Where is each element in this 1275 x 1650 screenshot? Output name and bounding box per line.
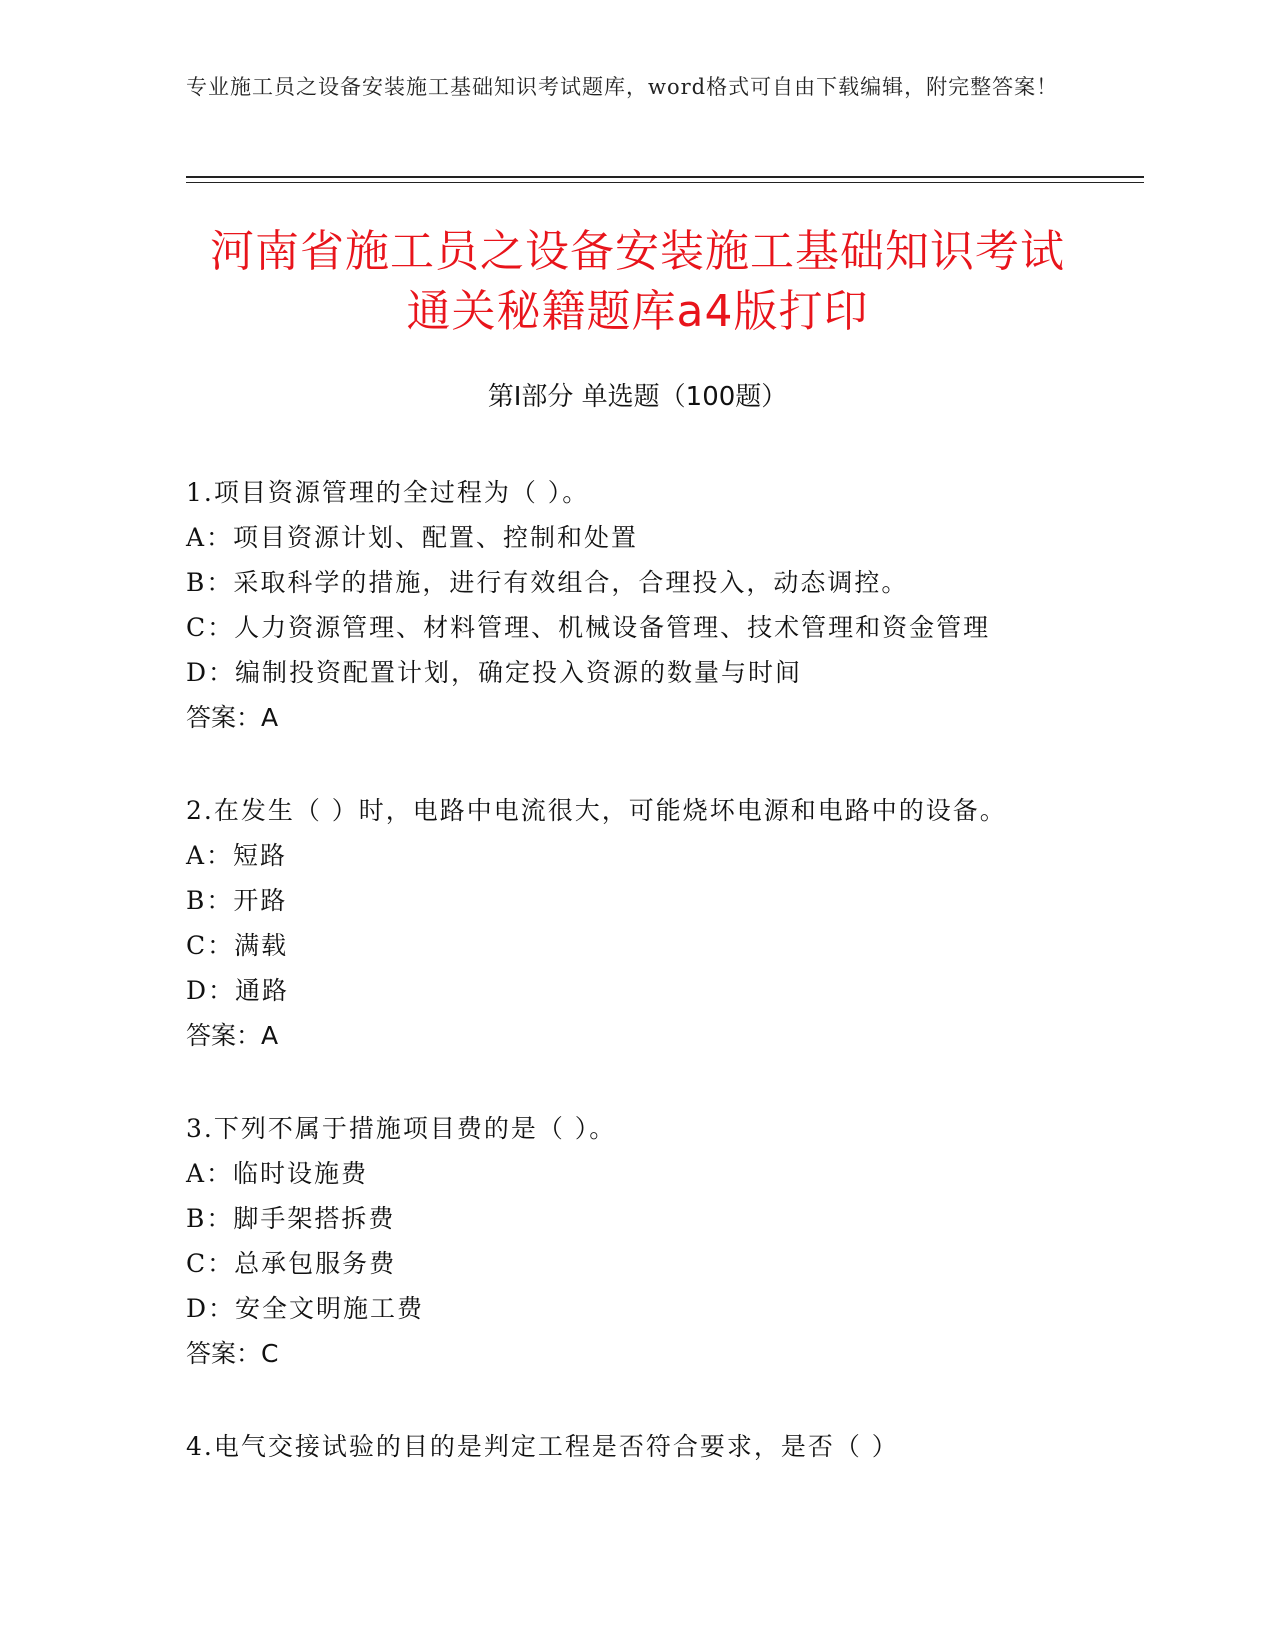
header-note: 专业施工员之设备安装施工基础知识考试题库，word格式可自由下载编辑，附完整答案！ bbox=[186, 75, 1059, 99]
answer: 答案：A bbox=[186, 703, 279, 732]
header-rule-thick bbox=[186, 176, 1144, 178]
question-stem: 3.下列不属于措施项目费的是（ ）。 bbox=[186, 1114, 617, 1143]
option-b: B：采取科学的措施，进行有效组合，合理投入，动态调控。 bbox=[186, 568, 909, 597]
option-c: C：总承包服务费 bbox=[186, 1249, 397, 1278]
option-b: B：开路 bbox=[186, 886, 288, 915]
document-title-line-1: 河南省施工员之设备安装施工基础知识考试 bbox=[210, 226, 1065, 277]
question-list bbox=[186, 470, 1126, 1517]
document-title bbox=[150, 222, 1125, 342]
question-2 bbox=[186, 788, 1126, 1058]
question-3 bbox=[186, 1106, 1126, 1376]
option-a: A：项目资源计划、配置、控制和处置 bbox=[186, 523, 639, 552]
option-a: A：短路 bbox=[186, 841, 288, 870]
answer: 答案：C bbox=[186, 1339, 279, 1368]
option-d: D：通路 bbox=[186, 976, 290, 1005]
option-c: C：人力资源管理、材料管理、机械设备管理、技术管理和资金管理 bbox=[186, 613, 991, 642]
option-c: C：满载 bbox=[186, 931, 289, 960]
answer: 答案：A bbox=[186, 1021, 279, 1050]
option-b: B：脚手架搭拆费 bbox=[186, 1204, 396, 1233]
option-d: D：编制投资配置计划，确定投入资源的数量与时间 bbox=[186, 658, 803, 687]
question-4 bbox=[186, 1424, 1126, 1469]
question-stem: 4.电气交接试验的目的是判定工程是否符合要求，是否（ ） bbox=[186, 1432, 899, 1461]
option-a: A：临时设施费 bbox=[186, 1159, 369, 1188]
option-d: D：安全文明施工费 bbox=[186, 1294, 425, 1323]
header-rule-thin bbox=[186, 182, 1144, 183]
document-title-line-2: 通关秘籍题库a4版打印 bbox=[406, 286, 869, 337]
question-stem: 2.在发生（ ）时，电路中电流很大，可能烧坏电源和电路中的设备。 bbox=[186, 796, 1007, 825]
section-title: 第Ⅰ部分 单选题（100题） bbox=[487, 382, 788, 412]
question-1 bbox=[186, 470, 1126, 740]
question-stem: 1.项目资源管理的全过程为（ ）。 bbox=[186, 478, 590, 507]
